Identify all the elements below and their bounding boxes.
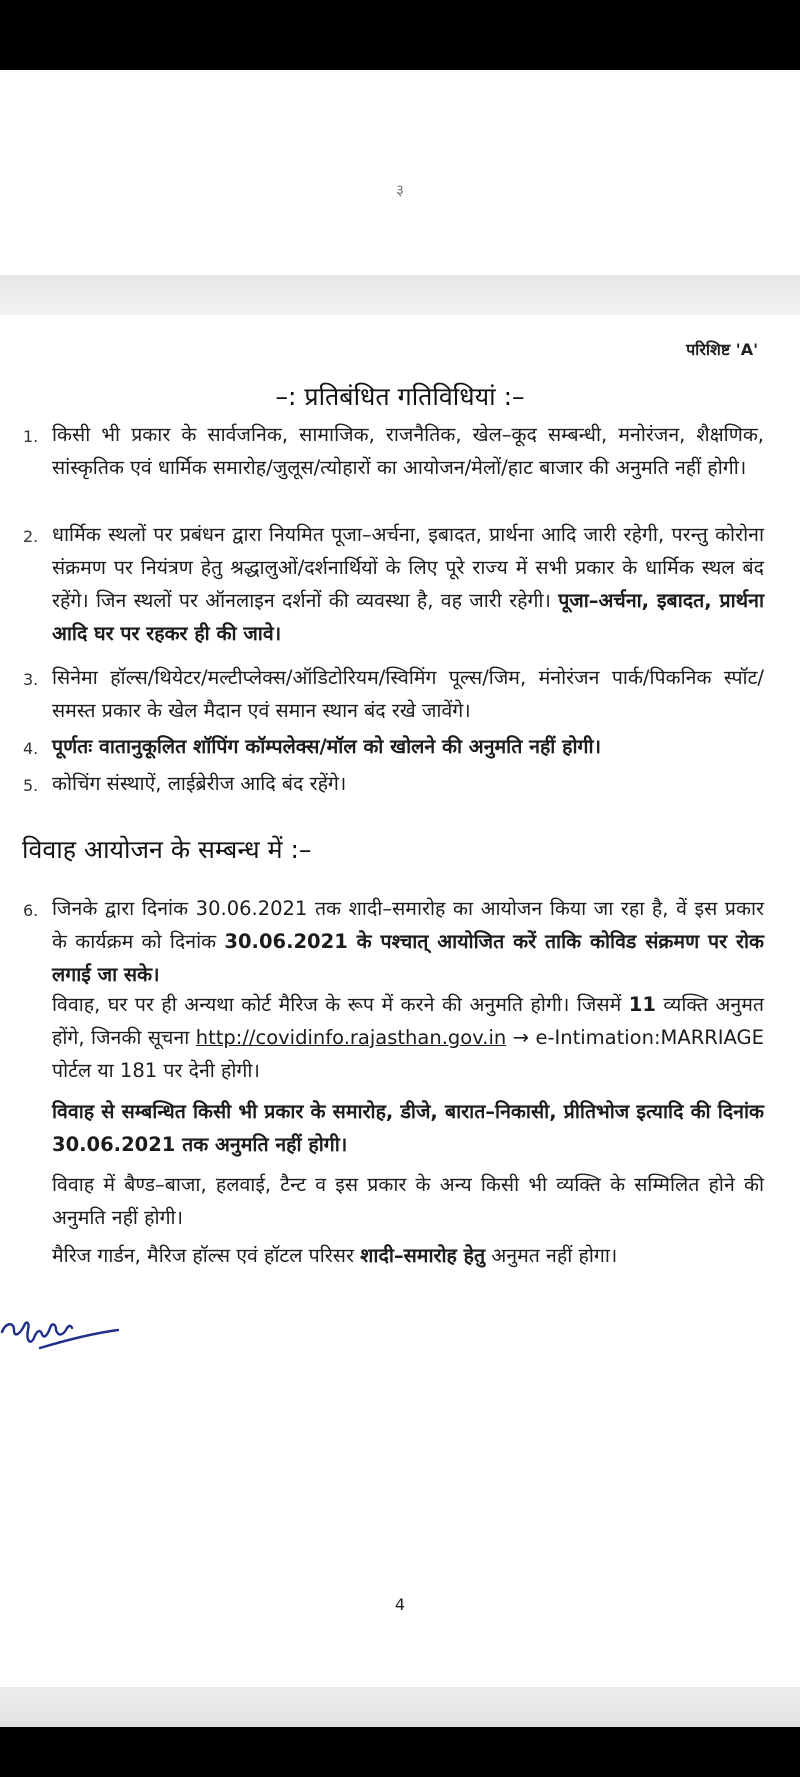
item-text: जिनके द्वारा दिनांक 30.06.2021 तक शादी–समारोह का आयोजन किया जा रहा है, वें इस प्रकार के कार्यक्रम को दिनांक: [52, 897, 764, 953]
item-bold-text: पूर्णतः वातानुकूलित शॉपिंग कॉम्पलेक्स/मॉल को खोलने की अनुमति नहीं होगी।: [52, 735, 601, 758]
list-item: [23, 730, 764, 763]
item-number: 5.: [23, 776, 39, 795]
list-item: [23, 892, 764, 991]
page-number: 4: [394, 1595, 406, 1614]
previous-page: [0, 70, 800, 275]
signature: [0, 1290, 140, 1365]
paragraph-text: अनुमत नहीं होगा।: [491, 1244, 618, 1267]
item-number: 3.: [23, 670, 39, 689]
list-item: [23, 767, 764, 800]
list-item: [23, 418, 764, 484]
paragraph-text: e-Intimation:MARRIAGE पोर्टल या 181 पर देनी होगी।: [52, 1026, 764, 1082]
wedding-section-heading: विवाह आयोजन के सम्बन्ध में :–: [22, 835, 312, 864]
annex-label: परिशिष्ट 'A': [686, 340, 758, 359]
page-separator: [0, 1687, 800, 1727]
paragraph-bold-text: शादी–समारोह हेतु: [360, 1244, 486, 1267]
list-item: [23, 518, 764, 650]
wedding-events-paragraph: विवाह से सम्बन्धित किसी भी प्रकार के समारोह, डीजे, बारात–निकासी, प्रीतिभोज इत्यादि की दिनांक 30.06.2021 तक अनुमति नहीं होगी।: [52, 1100, 764, 1156]
item-number: 4.: [23, 739, 39, 758]
item-text: सिनेमा हॉल्स/थियेटर/मल्टीप्लेक्स/ऑडिटोरियम/स्विमिंग पूल्स/जिम, मंनोरंजन पार्क/पिकनिक स्पॉट/समस्त प्रकार के खेल मैदान एवं समान स्थान बंद रखे जावेंगे।: [52, 666, 764, 722]
covidinfo-link[interactable]: http://covidinfo.rajasthan.gov.in: [195, 1026, 507, 1049]
arrow-icon: →: [512, 1026, 530, 1049]
court-marriage-paragraph: [52, 988, 764, 1087]
band-baja-paragraph: विवाह में बैण्ड–बाजा, हलवाई, टैन्ट व इस प्रकार के अन्य किसी भी व्यक्ति के सम्मिलित होने की अनुमति नहीं होगी।: [52, 1173, 764, 1229]
paragraph-text: व्यक्ति अनुमत होंगे, जिनकी सूचना: [52, 993, 765, 1049]
item-text: कोचिंग संस्थाऐं, लाईब्रेरीज आदि बंद रहेंगे।: [52, 772, 347, 795]
item-text: धार्मिक स्थलों पर प्रबंधन द्वारा नियमित पूजा–अर्चना, इबादत, प्रार्थना आदि जारी रहेगी, परन्तु कोरोना संक्रमण पर नियंत्रण हेतु श्रद्धालुओं/दर्शनार्थियों के लिए पूरे राज्य में सभी प्रकार के धार्मिक स्थल बंद रहेंगे। जिन स्थलों पर ऑनलाइन दर्शनों की व्यवस्था है, वह जारी रहेगी।: [52, 523, 764, 612]
previous-page-number: ३: [396, 181, 404, 199]
document-page: [0, 315, 800, 1687]
item-number: 1.: [23, 427, 39, 446]
navigation-bar: [0, 1727, 800, 1777]
page-title: –: प्रतिबंधित गतिविधियां :–: [275, 382, 525, 411]
status-bar: [0, 0, 800, 70]
marriage-garden-paragraph: [52, 1239, 764, 1272]
paragraph-text: विवाह, घर पर ही अन्यथा कोर्ट मैरिज के रूप में करने की अनुमति होगी। जिसमें: [52, 993, 622, 1016]
item-bold-text: पूजा–अर्चना, इबादत, प्रार्थना आदि घर पर रहकर ही की जावे।: [52, 589, 764, 645]
item-number: 2.: [23, 527, 39, 546]
item-text: किसी भी प्रकार के सार्वजनिक, सामाजिक, राजनैतिक, खेल–कूद सम्बन्धी, मनोरंजन, शैक्षणिक, सांस्कृतिक एवं धार्मिक समारोह/जुलूस/त्योहारों का आयोजन/मेलों/हाट बाजार की अनुमति नहीं होगी।: [52, 423, 764, 479]
item-number: 6.: [23, 901, 39, 920]
item-bold-text: 30.06.2021 के पश्चात् आयोजित करें ताकि कोविड संक्रमण पर रोक लगाई जा सके।: [52, 930, 764, 986]
paragraph-text: मैरिज गार्डन, मैरिज हॉल्स एवं हॉटल परिसर: [52, 1244, 354, 1267]
list-item: [23, 661, 764, 727]
page-separator: [0, 275, 800, 315]
guest-count: 11: [628, 993, 656, 1016]
